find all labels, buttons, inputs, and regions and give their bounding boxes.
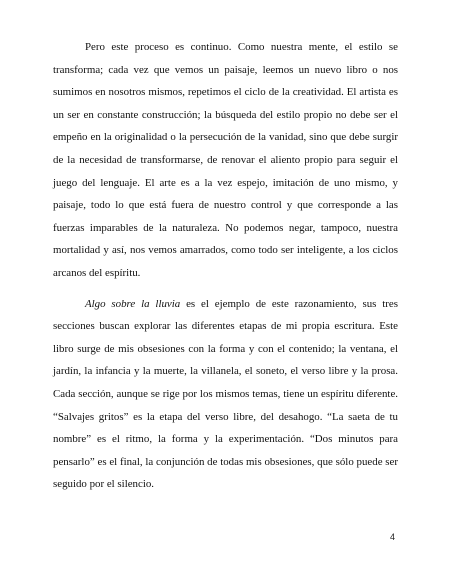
body-text — [53, 36, 398, 504]
book-title: Algo sobre la lluvia — [85, 297, 181, 310]
paragraph-2 — [53, 293, 398, 496]
paragraph-2-text: es el ejemplo de este razonamiento, sus tres secciones buscan explorar las diferentes etapas de mi propia escritura. Este libro surge de mis obsesiones con la forma y con el contenido; la ventana, el jardín, la infancia y la muerte, la villanela, el soneto, el verso libre y la prosa. Cada sección, aunque se rige por los mismos temas, tiene un espíritu diferente. “Salvajes gritos” es la etapa del verso libre, del desahogo. “La saeta de tu nombre” es el ritmo, la forma y la experimentación. “Dos minutos para pensarlo” es el final, la conjunción de todas mis obsesiones, que sólo puede ser seguido por el silencio. — [53, 297, 398, 491]
page-number: 4 — [390, 532, 396, 542]
paragraph-1: Pero este proceso es continuo. Como nuestra mente, el estilo se transforma; cada vez que vemos un paisaje, leemos un nuevo libro o nos sumimos en nosotros mismos, repetimos el ciclo de la creatividad. El artista es un ser en constante construcción; la búsqueda del estilo propio no debe ser el empeño en la originalidad o la persecución de la vanidad, sino que debe surgir de la necesidad de transformarse, de renovar el aliento propio para seguir el juego del lenguaje. El arte es a la vez espejo, imitación de uno mismo, y paisaje, todo lo que está fuera de nuestro control y que corresponde a las fuerzas imparables de la naturaleza. No podemos negar, tampoco, nuestra mortalidad y así, nos vemos amarrados, como todo ser inteligente, a los ciclos arcanos del espíritu. — [53, 41, 398, 279]
